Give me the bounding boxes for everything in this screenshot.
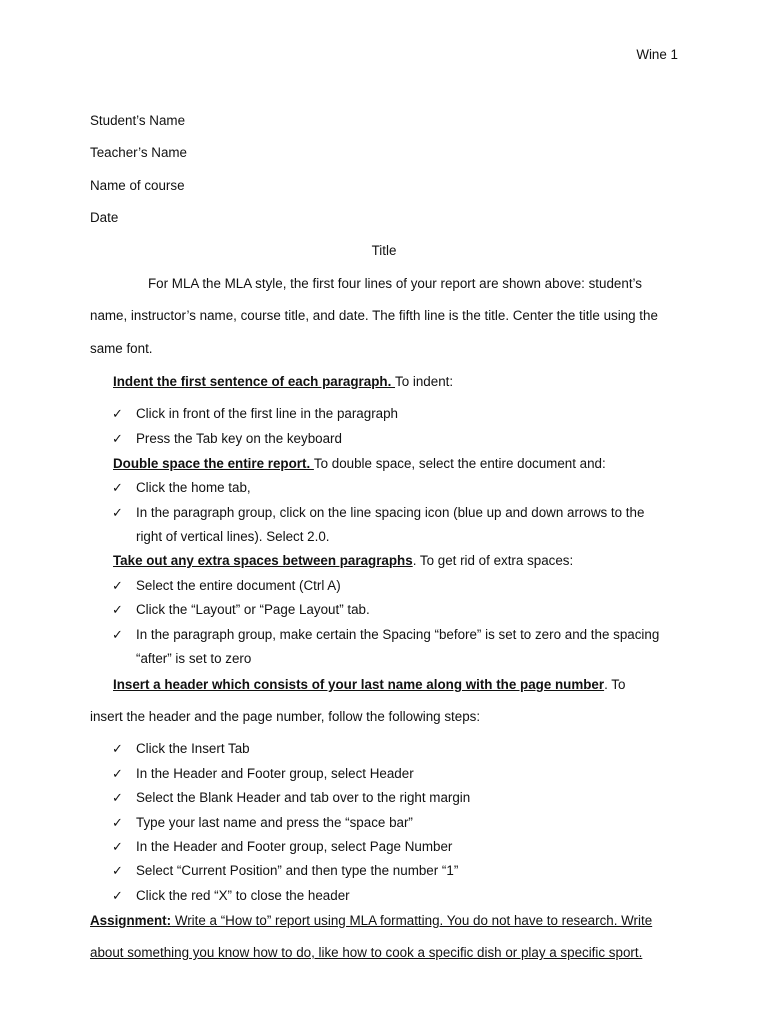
header-section-heading: Insert a header which consists of your last name along with the page number: [113, 677, 605, 692]
extra-spaces-heading: Take out any extra spaces between paragraphs: [113, 553, 413, 568]
header-section-tail: . To: [604, 677, 626, 692]
header-step-3: Select the Blank Header and tab over to the right margin: [136, 790, 471, 805]
indent-step-1: Click in front of the first line in the paragraph: [136, 406, 398, 421]
checkmark-icon: ✓: [112, 863, 123, 878]
checkmark-icon: ✓: [112, 766, 123, 781]
document-title: Title: [371, 243, 397, 258]
assignment-line-2: about something you know how to do, like how to cook a specific dish or play a specific sport.: [90, 945, 643, 960]
teacher-name: Teacher’s Name: [90, 145, 188, 160]
checkmark-icon: ✓: [112, 431, 123, 446]
checkmark-icon: ✓: [112, 741, 123, 756]
extra-spaces-step-3-continued: “after” is set to zero: [136, 651, 252, 666]
checkmark-icon: ✓: [112, 815, 123, 830]
checkmark-icon: ✓: [112, 790, 123, 805]
header-step-1: Click the Insert Tab: [136, 741, 250, 756]
indent-step-2: Press the Tab key on the keyboard: [136, 431, 342, 446]
student-name: Student’s Name: [90, 113, 186, 128]
intro-line-2: name, instructor’s name, course title, and date. The fifth line is the title. Center the title using the: [90, 308, 658, 323]
header-step-5: In the Header and Footer group, select Page Number: [136, 839, 453, 854]
checkmark-icon: ✓: [112, 406, 123, 421]
checkmark-icon: ✓: [112, 627, 123, 642]
extra-spaces-step-1: Select the entire document (Ctrl A): [136, 578, 341, 593]
page-header: Wine 1: [636, 47, 678, 62]
header-step-6: Select “Current Position” and then type the number “1”: [136, 863, 459, 878]
intro-line-1: For MLA the MLA style, the first four lines of your report are shown above: student’s: [148, 276, 642, 291]
checkmark-icon: ✓: [112, 578, 123, 593]
double-space-heading-line: [113, 456, 606, 472]
extra-spaces-heading-line: [113, 553, 573, 569]
checkmark-icon: ✓: [112, 888, 123, 903]
double-space-step-2-continued: right of vertical lines). Select 2.0.: [136, 529, 330, 544]
indent-heading: Indent the first sentence of each paragraph.: [113, 374, 396, 389]
assignment-label: Assignment:: [90, 913, 172, 928]
header-section-heading-line: [113, 677, 625, 693]
indent-tail: To indent:: [395, 374, 454, 389]
checkmark-icon: ✓: [112, 602, 123, 617]
header-step-2: In the Header and Footer group, select Header: [136, 766, 414, 781]
assignment-line-1: [90, 913, 652, 929]
checkmark-icon: ✓: [112, 505, 123, 520]
header-section-line-2: insert the header and the page number, follow the following steps:: [90, 709, 481, 724]
extra-spaces-step-2: Click the “Layout” or “Page Layout” tab.: [136, 602, 370, 617]
extra-spaces-tail: . To get rid of extra spaces:: [412, 553, 574, 568]
assignment-text-1: Write a “How to” report using MLA formatting. You do not have to research. Write: [171, 913, 653, 928]
double-space-step-1: Click the home tab,: [136, 480, 251, 495]
indent-heading-line: [113, 374, 453, 390]
course-name: Name of course: [90, 178, 185, 193]
double-space-heading: Double space the entire report.: [113, 456, 314, 471]
header-step-7: Click the red “X” to close the header: [136, 888, 350, 903]
double-space-tail: To double space, select the entire document and:: [313, 456, 606, 471]
date: Date: [90, 210, 119, 225]
checkmark-icon: ✓: [112, 480, 123, 495]
intro-line-3: same font.: [90, 341, 153, 356]
extra-spaces-step-3: In the paragraph group, make certain the Spacing “before” is set to zero and the spacing: [136, 627, 660, 642]
checkmark-icon: ✓: [112, 839, 123, 854]
double-space-step-2: In the paragraph group, click on the line spacing icon (blue up and down arrows to the: [136, 505, 645, 520]
header-step-4: Type your last name and press the “space bar”: [136, 815, 413, 830]
